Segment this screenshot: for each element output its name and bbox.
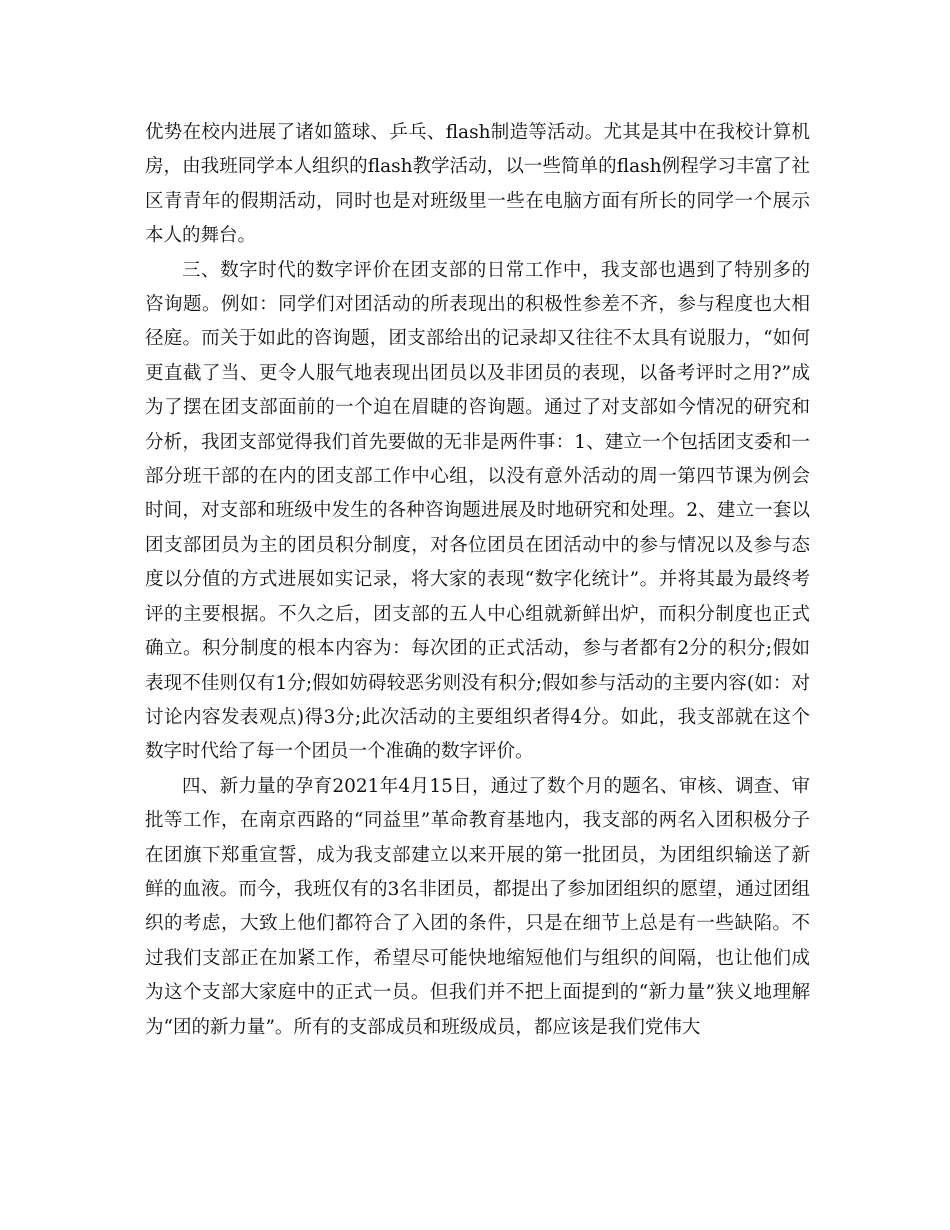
paragraph-section-3: 三、数字时代的数字评价在团支部的日常工作中，我支部也遇到了特别多的咨询题。例如：同学们对团活动的所表现出的积极性参差不齐，参与程度也大相径庭。而关于如此的咨询题，团支部给出的记录却又往往不太具有说服力，“如何更直截了当、更令人服气地表现出团员以及非团员的表现，以备考评时之用?”成为了摆在团支部面前的一个迫在眉睫的咨询题。通过了对支部如今情况的研究和分析，我团支部觉得我们首先要做的无非是两件事：1、建立一个包括团支委和一部分班干部的在内的团支部工作中心组，以没有意外活动的周一第四节课为例会时间，对支部和班级中发生的各种咨询题进展及时地研究和处理。2、建立一套以团支部团员为主的团员积分制度，对各位团员在团活动中的参与情况以及参与态度以分值的方式进展如实记录，将大家的表现“数字化统计”。并将其最为最终考评的主要根据。不久之后，团支部的五人中心组就新鲜出炉，而积分制度也正式确立。积分制度的根本内容为：每次团的正式活动，参与者都有2分的积分;假如表现不佳则仅有1分;假如妨碍较恶劣则没有积分;假如参与活动的主要内容(如：对讨论内容发表观点)得3分;此次活动的主要组织者得4分。如此，我支部就在这个数字时代给了每一个团员一个准确的数字评价。	[145, 259, 810, 763]
paragraph-section-4: 四、新力量的孕育2021年4月15日，通过了数个月的题名、审核、调查、审批等工作，在南京西路的“同益里”革命教育基地内，我支部的两名入团积极分子在团旗下郑重宣誓，成为我支部建立以来开展的第一批团员，为团组织输送了新鲜的血液。而今，我班仅有的3名非团员，都提出了参加团组织的愿望，通过团组织的考虑，大致上他们都符合了入团的条件，只是在细节上总是有一些缺陷。不过我们支部正在加紧工作，希望尽可能快地缩短他们与组织的间隔，也让他们成为这个支部大家庭中的正式一员。但我们并不把上面提到的“新力量”狭义地理解为“团的新力量”。所有的支部成员和班级成员，都应该是我们党伟大	[145, 775, 810, 1038]
document-body	[145, 116, 810, 1045]
paragraph-continuation: 优势在校内进展了诸如篮球、乒乓、flash制造等活动。尤其是其中在我校计算机房，由我班同学本人组织的flash教学活动，以一些简单的flash例程学习丰富了社区青青年的假期活动，同时也是对班级里一些在电脑方面有所长的同学一个展示本人的舞台。	[145, 122, 810, 247]
